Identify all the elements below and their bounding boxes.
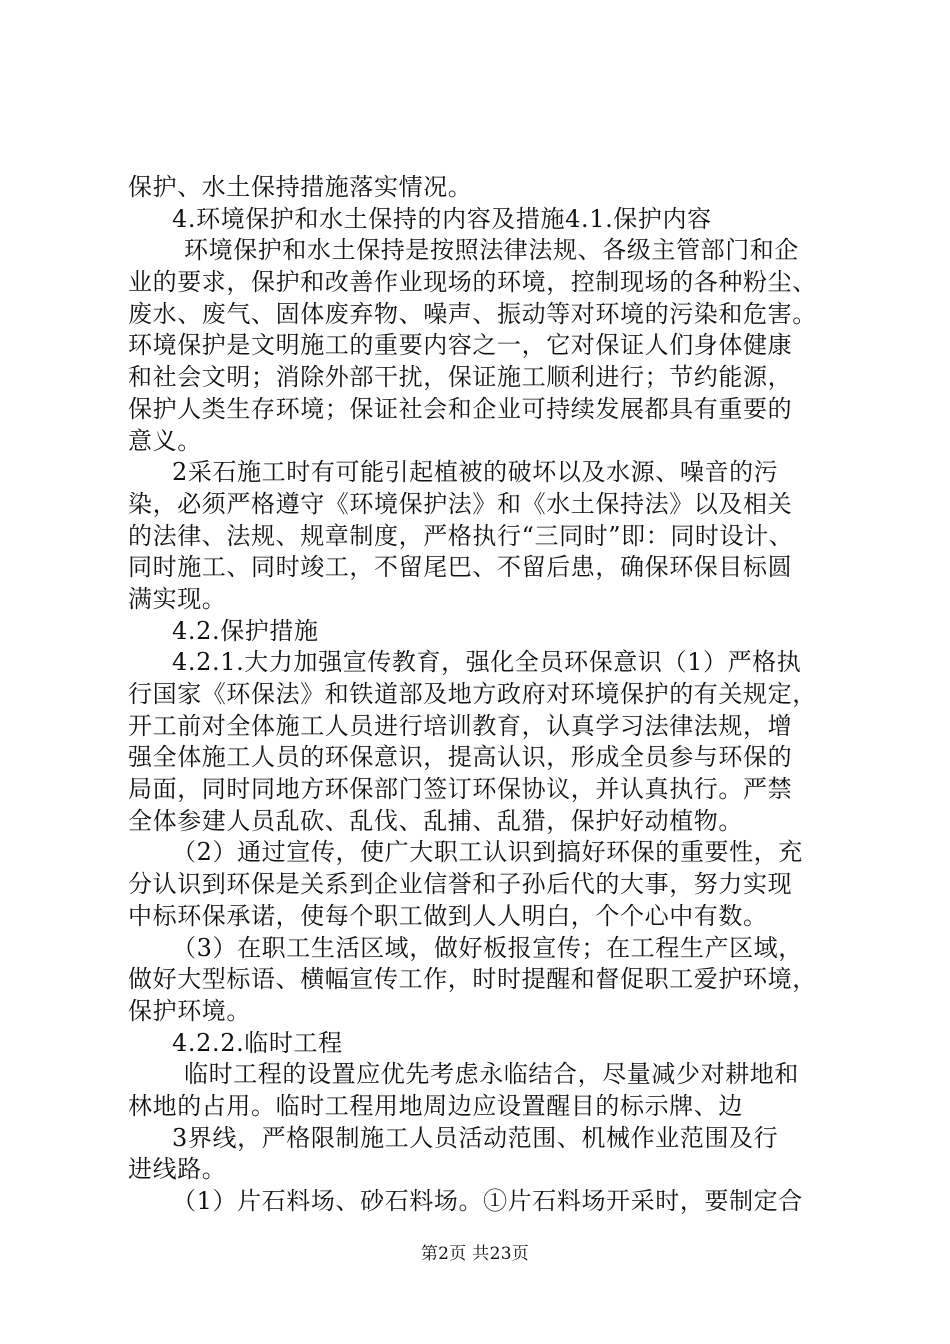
- text-line: 环境保护和水土保持是按照法律法规、各级主管部门和企: [184, 236, 799, 265]
- body-text: [128, 172, 848, 1218]
- section-heading: 4.2.2.临时工程: [172, 1028, 343, 1057]
- text-line: 3界线，严格限制施工人员活动范围、机械作业范围及行: [172, 1123, 779, 1152]
- text-line: 同时施工、同时竣工，不留尾巴、不留后患，确保环保目标圆: [128, 553, 793, 582]
- text-line: 保护、水土保持措施落实情况。: [128, 173, 473, 201]
- section-heading: 4.2.保护措施: [172, 616, 319, 645]
- text-line: 2采石施工时有可能引起植被的破坏以及水源、噪音的污: [172, 458, 779, 487]
- text-line: 意义。: [128, 426, 202, 455]
- text-line: 进线路。: [128, 1155, 227, 1184]
- text-line: 中标环保承诺，使每个职工做到人人明白，个个心中有数。: [128, 901, 768, 930]
- text-line: 强全体施工人员的环保意识，提高认识，形成全员参与环保的: [128, 743, 793, 772]
- text-line: 做好大型标语、横幅宣传工作，时时提醒和督促职工爱护环境，: [128, 965, 817, 994]
- text-line: 局面，同时同地方环保部门签订环保协议，并认真执行。严禁: [128, 775, 793, 804]
- text-line: （1）片石料场、砂石料场。①片石料场开采时，要制定合: [172, 1187, 803, 1215]
- section-heading: 4.环境保护和水土保持的内容及措施4.1.保护内容: [172, 204, 712, 233]
- text-line: 林地的占用。临时工程用地周边应设置醒目的标示牌、边: [128, 1091, 743, 1120]
- text-line: 行国家《环保法》和铁道部及地方政府对环境保护的有关规定，: [128, 680, 817, 708]
- text-line: 环境保护是文明施工的重要内容之一，它对保证人们身体健康: [128, 331, 793, 360]
- text-line: 满实现。: [128, 584, 227, 613]
- text-line: 开工前对全体施工人员进行培训教育，认真学习法律法规，增: [128, 711, 793, 740]
- text-line: （2）通过宣传，使广大职工认识到搞好环保的重要性，充: [172, 838, 803, 867]
- text-line: 保护环境。: [128, 996, 251, 1025]
- text-line: 临时工程的设置应优先考虑永临结合，尽量减少对耕地和: [184, 1060, 799, 1089]
- text-line: 全体参建人员乱砍、乱伐、乱捕、乱猎，保护好动植物。: [128, 806, 743, 835]
- text-line: 4.2.1.大力加强宣传教育，强化全员环保意识（1）严格执: [172, 648, 802, 677]
- text-line: （3）在职工生活区域，做好板报宣传；在工程生产区域，: [172, 933, 803, 962]
- text-line: 废水、废气、固体废弃物、噪声、振动等对环境的污染和危害。: [128, 299, 817, 328]
- text-line: 的法律、法规、规章制度，严格执行“三同时”即：同时设计、: [128, 521, 794, 550]
- text-line: 分认识到环保是关系到企业信誉和子孙后代的大事，努力实现: [128, 870, 793, 899]
- text-line: 保护人类生存环境；保证社会和企业可持续发展都具有重要的: [128, 394, 793, 423]
- text-line: 业的要求，保护和改善作业现场的环境，控制现场的各种粉尘、: [128, 268, 817, 297]
- text-line: 染，必须严格遵守《环境保护法》和《水土保持法》以及相关: [128, 489, 793, 518]
- page-footer: 第2页 共23页: [420, 1244, 530, 1264]
- text-line: 和社会文明；消除外部干扰，保证施工顺利进行；节约能源，: [128, 363, 793, 392]
